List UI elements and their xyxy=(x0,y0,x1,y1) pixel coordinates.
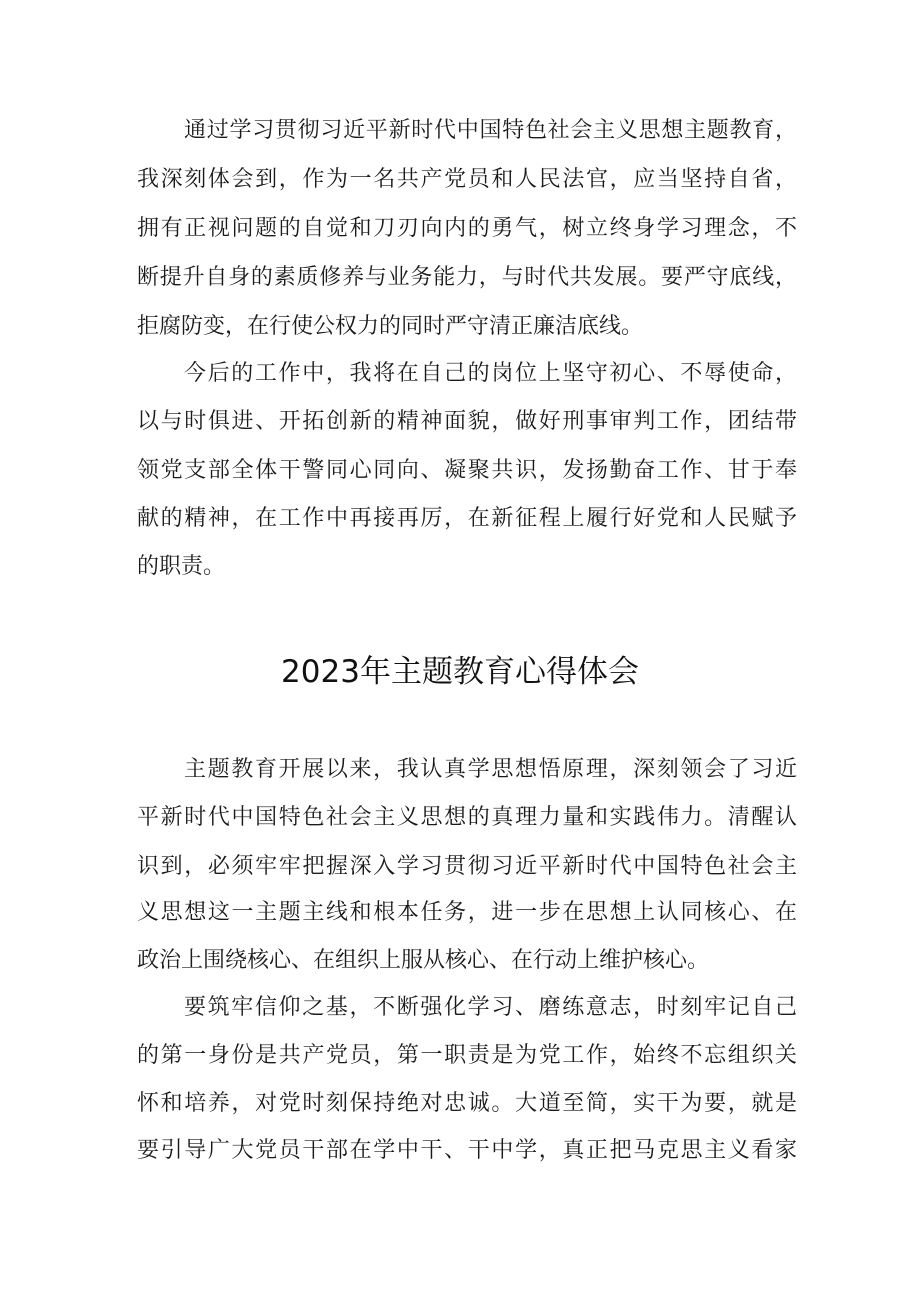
text-line: 我深刻体会到，作为一名共产党员和人民法官，应当坚持自省， xyxy=(137,167,797,192)
text-line: 怀和培养，对党时刻保持绝对忠诚。大道至简，实干为要，就是 xyxy=(137,1091,797,1116)
text-line: 要引导广大党员干部在学中干、干中学，真正把马克思主义看家 xyxy=(137,1138,797,1163)
text-line: 政治上围绕核心、在组织上服从核心、在行动上维护核心。 xyxy=(137,948,710,973)
text-line: 识到，必须牢牢把握深入学习贯彻习近平新时代中国特色社会主 xyxy=(137,854,797,879)
text-line: 今后的工作中，我将在自己的岗位上坚守初心、不辱使命， xyxy=(184,361,797,386)
text-line: 义思想这一主题主线和根本任务，进一步在思想上认同核心、在 xyxy=(137,900,797,925)
text-line: 平新时代中国特色社会主义思想的真理力量和实践伟力。清醒认 xyxy=(137,805,797,830)
text-line: 的职责。 xyxy=(137,554,226,579)
text-line: 献的精神，在工作中再接再厉，在新征程上履行好党和人民赋予 xyxy=(137,506,797,531)
text-line: 拒腐防变，在行使公权力的同时严守清正廉洁底线。 xyxy=(137,314,644,339)
text-line: 拥有正视问题的自觉和刀刃向内的勇气，树立终身学习理念，不 xyxy=(137,216,797,241)
text-line: 的第一身份是共产党员，第一职责是为党工作，始终不忘组织关 xyxy=(137,1043,797,1068)
page-title: 2023年主题教育心得体会 xyxy=(281,654,639,690)
text-line: 通过学习贯彻习近平新时代中国特色社会主义思想主题教育， xyxy=(184,118,797,143)
text-line: 要筑牢信仰之基，不断强化学习、磨练意志，时刻牢记自己 xyxy=(184,995,797,1020)
text-line: 断提升自身的素质修养与业务能力，与时代共发展。要严守底线， xyxy=(137,265,797,290)
text-line: 领党支部全体干警同心同向、凝聚共识，发扬勤奋工作、甘于奉 xyxy=(137,458,797,483)
text-line: 以与时俱进、开拓创新的精神面貌，做好刑事审判工作，团结带 xyxy=(137,409,797,434)
text-line: 主题教育开展以来，我认真学思想悟原理，深刻领会了习近 xyxy=(184,757,797,782)
